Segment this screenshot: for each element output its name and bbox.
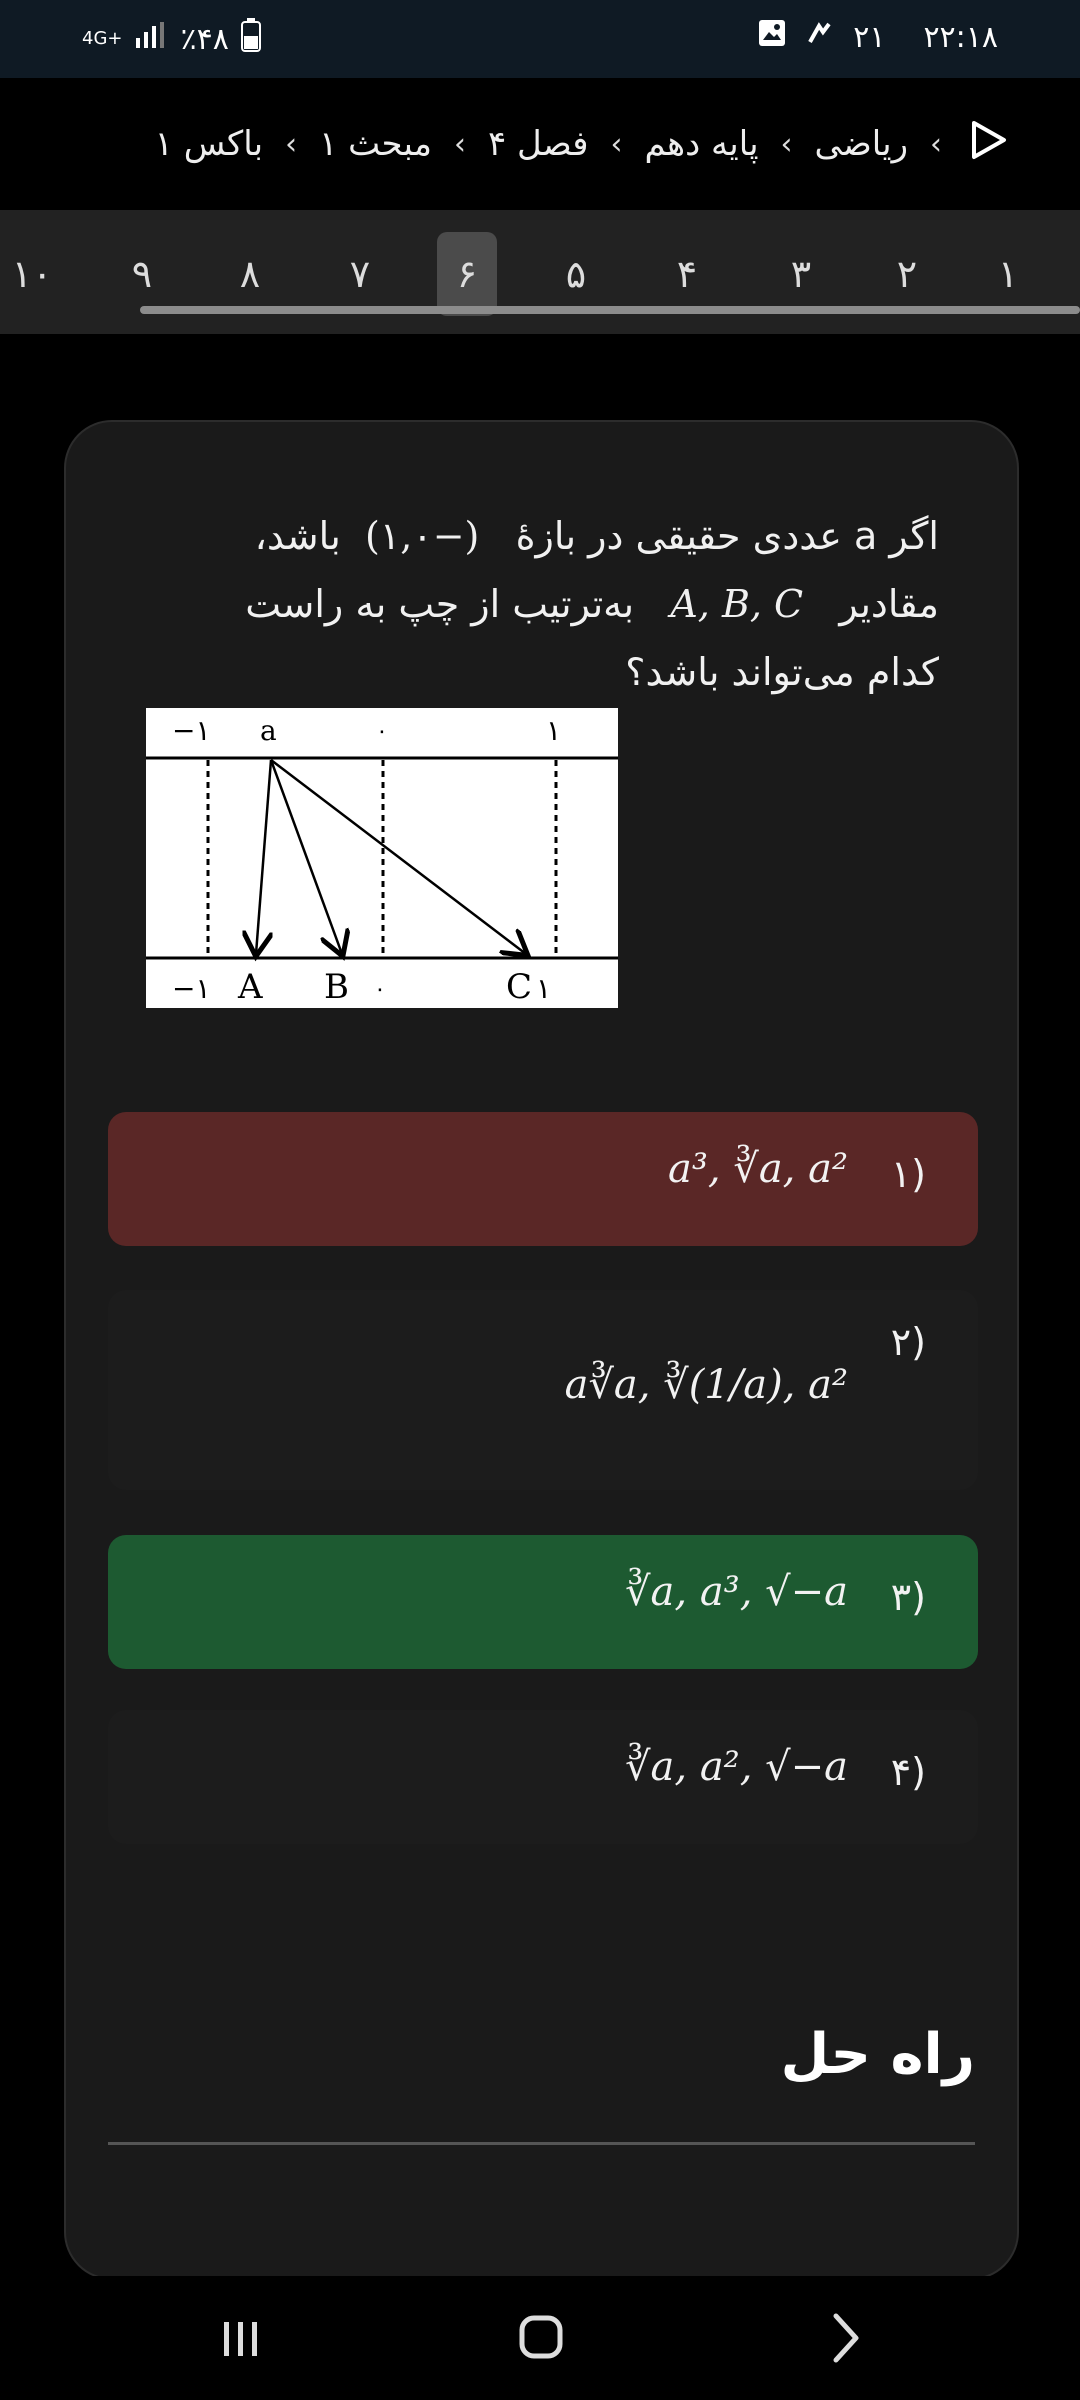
option-2-expression: a∛a, ∛(1/a), a² [564,1362,848,1408]
question-number-8[interactable]: ۸ [239,252,261,296]
option-3-number: (۳ [890,1575,926,1619]
breadcrumb-item[interactable]: مبحث ۱ [319,124,432,164]
option-1-number: (۱ [890,1152,926,1196]
breadcrumb-item[interactable]: پایه دهم [644,124,759,164]
label-bottom-C: C [506,967,533,1007]
label-bottom-A: A [238,967,263,1007]
back-icon[interactable] [806,2302,886,2372]
question-number-7[interactable]: ۷ [349,252,371,296]
question-card [64,420,1019,2280]
battery-text: ٪۴۸ [180,21,229,57]
question-line-1: اگر a عددی حقیقی در بازهٔ (−۱,۰) باشد، [254,514,939,558]
option-4-expression: ∛a, a², √−a [625,1744,848,1790]
question-number-10[interactable]: ۱۰ [11,252,53,296]
option-2[interactable] [108,1290,978,1490]
breadcrumb [0,78,1080,210]
vars: A, B, C [670,582,804,626]
status-date: ۲۱ [853,19,886,55]
label-bottom-minus-one: −۱ [172,972,211,1005]
question-number-9[interactable]: ۹ [131,252,153,296]
label-bottom-one: ۱ [536,972,552,1005]
status-left [82,18,261,60]
label-top-one: ۱ [546,714,562,747]
interval: (−۱,۰) [364,514,480,558]
battery-icon [241,18,261,60]
label-top-a: a [260,714,277,747]
chevron-icon: › [285,126,298,162]
option-3-expression: ∛a, a³, √−a [625,1569,848,1615]
chevron-icon: › [453,126,466,162]
diagram [146,708,618,1008]
option-4[interactable] [108,1710,978,1844]
solution-heading: راه حل [780,2022,975,2087]
horizontal-scrollbar[interactable] [140,306,1080,314]
question-text [179,502,939,706]
breadcrumb-item[interactable]: ریاضی [814,124,908,164]
home-icon[interactable] [500,2302,580,2372]
option-3[interactable] [108,1535,978,1669]
chevron-icon: › [780,126,793,162]
play-icon[interactable] [964,117,1010,172]
option-2-number: (۲ [890,1320,926,1364]
breadcrumb-item[interactable]: باکس ۱ [154,124,264,164]
question-line-3: کدام می‌تواند باشد؟ [625,650,939,694]
option-1[interactable] [108,1112,978,1246]
number-line-figure [146,708,618,1008]
question-number-5[interactable]: ۵ [565,252,587,296]
breadcrumb-item[interactable]: فصل ۴ [487,124,589,164]
question-number-6-active[interactable]: ۶ [437,232,497,316]
signal-icon [134,20,168,58]
question-number-bar [0,210,1080,334]
option-1-expression: a³, ∛a, a² [668,1146,848,1192]
chevron-icon: › [930,126,942,162]
option-4-number: (۴ [890,1750,926,1794]
chevron-icon: › [610,126,623,162]
recent-apps-icon[interactable] [200,2302,280,2372]
question-number-1[interactable]: ۱ [997,252,1019,296]
label-top-minus-one: −۱ [172,714,211,747]
question-number-2[interactable]: ۲ [896,252,918,296]
question-number-4[interactable]: ۴ [676,252,698,296]
notification-icon [805,18,835,56]
divider [108,2142,975,2145]
label-bottom-zero: ۰ [374,977,386,1002]
network-type: 4G+ [82,28,123,49]
question-line-2: مقادیر A, B, C به‌ترتیب از چپ به راست [245,582,939,626]
label-bottom-B: B [324,967,349,1007]
image-notification-icon [757,18,787,56]
status-right [757,18,998,56]
status-bar [0,0,1080,78]
question-number-3[interactable]: ۳ [790,252,812,296]
system-nav-bar [0,2276,1080,2400]
label-top-zero: ۰ [376,719,388,744]
status-time: ۲۲:۱۸ [923,19,998,55]
